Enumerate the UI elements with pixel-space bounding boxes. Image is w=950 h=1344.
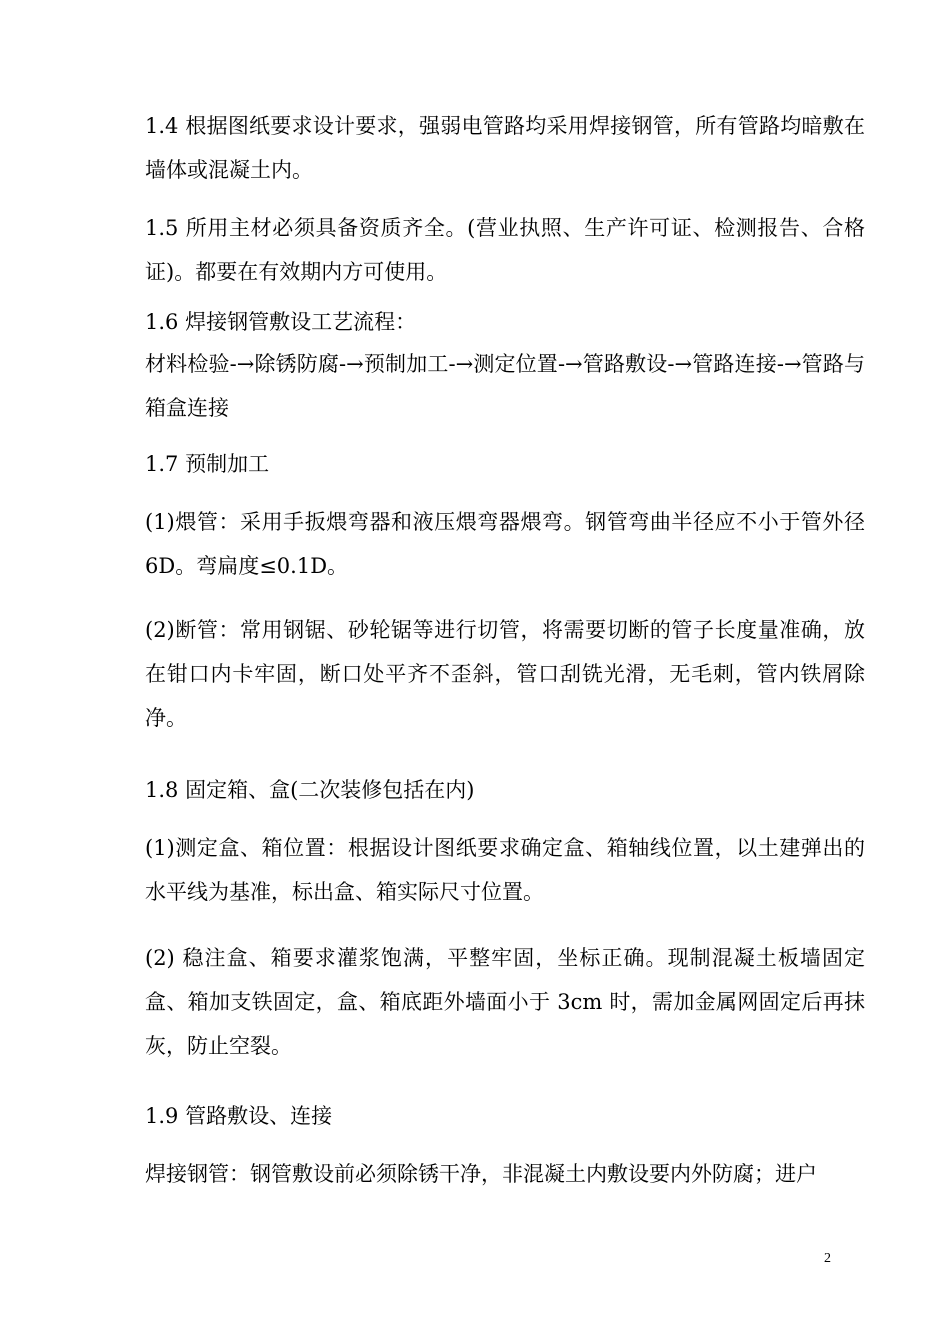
paragraph-1-5: 1.5 所用主材必须具备资质齐全。(营业执照、生产许可证、检测报告、合格证)。都要在有效期内方可使用。 <box>145 216 865 284</box>
paragraph-1-4: 1.4 根据图纸要求设计要求，强弱电管路均采用焊接钢管，所有管路均暗敷在墙体或混凝土内。 <box>145 114 865 182</box>
section-1-7-heading: 1.7 预制加工 <box>145 452 270 476</box>
page-number: 2 <box>824 1251 831 1266</box>
welded-pipe-paragraph: 焊接钢管：钢管敷设前必须除锈干净，非混凝土内敷设要内外防腐；进户 <box>145 1162 817 1186</box>
process-flow: 材料检验-→除锈防腐-→预制加工-→测定位置-→管路敷设-→管路连接-→管路与箱盒连接 <box>145 352 865 420</box>
cutting-pipe-paragraph: (2)断管：常用钢锯、砂轮锯等进行切管，将需要切断的管子长度量准确，放在钳口内卡牢固，断口处平齐不歪斜，管口刮铣光滑，无毛刺，管内铁屑除净。 <box>145 618 865 730</box>
section-1-8-heading: 1.8 固定箱、盒(二次装修包括在内) <box>145 778 475 802</box>
box-position-paragraph: (1)测定盒、箱位置：根据设计图纸要求确定盒、箱轴线位置，以土建弹出的水平线为基准，标出盒、箱实际尺寸位置。 <box>145 836 865 904</box>
box-stabilizing-paragraph: (2) 稳注盒、箱要求灌浆饱满，平整牢固，坐标正确。现制混凝土板墙固定盒、箱加支铁固定，盒、箱底距外墙面小于 3cm 时，需加金属网固定后再抹灰，防止空裂。 <box>145 946 865 1058</box>
section-1-9-heading: 1.9 管路敷设、连接 <box>145 1104 333 1128</box>
bending-pipe-paragraph: (1)煨管：采用手扳煨弯器和液压煨弯器煨弯。钢管弯曲半径应不小于管外径 6D。弯扁度≤0.1D。 <box>145 510 865 578</box>
paragraph-1-6-heading: 1.6 焊接钢管敷设工艺流程： <box>145 310 417 334</box>
